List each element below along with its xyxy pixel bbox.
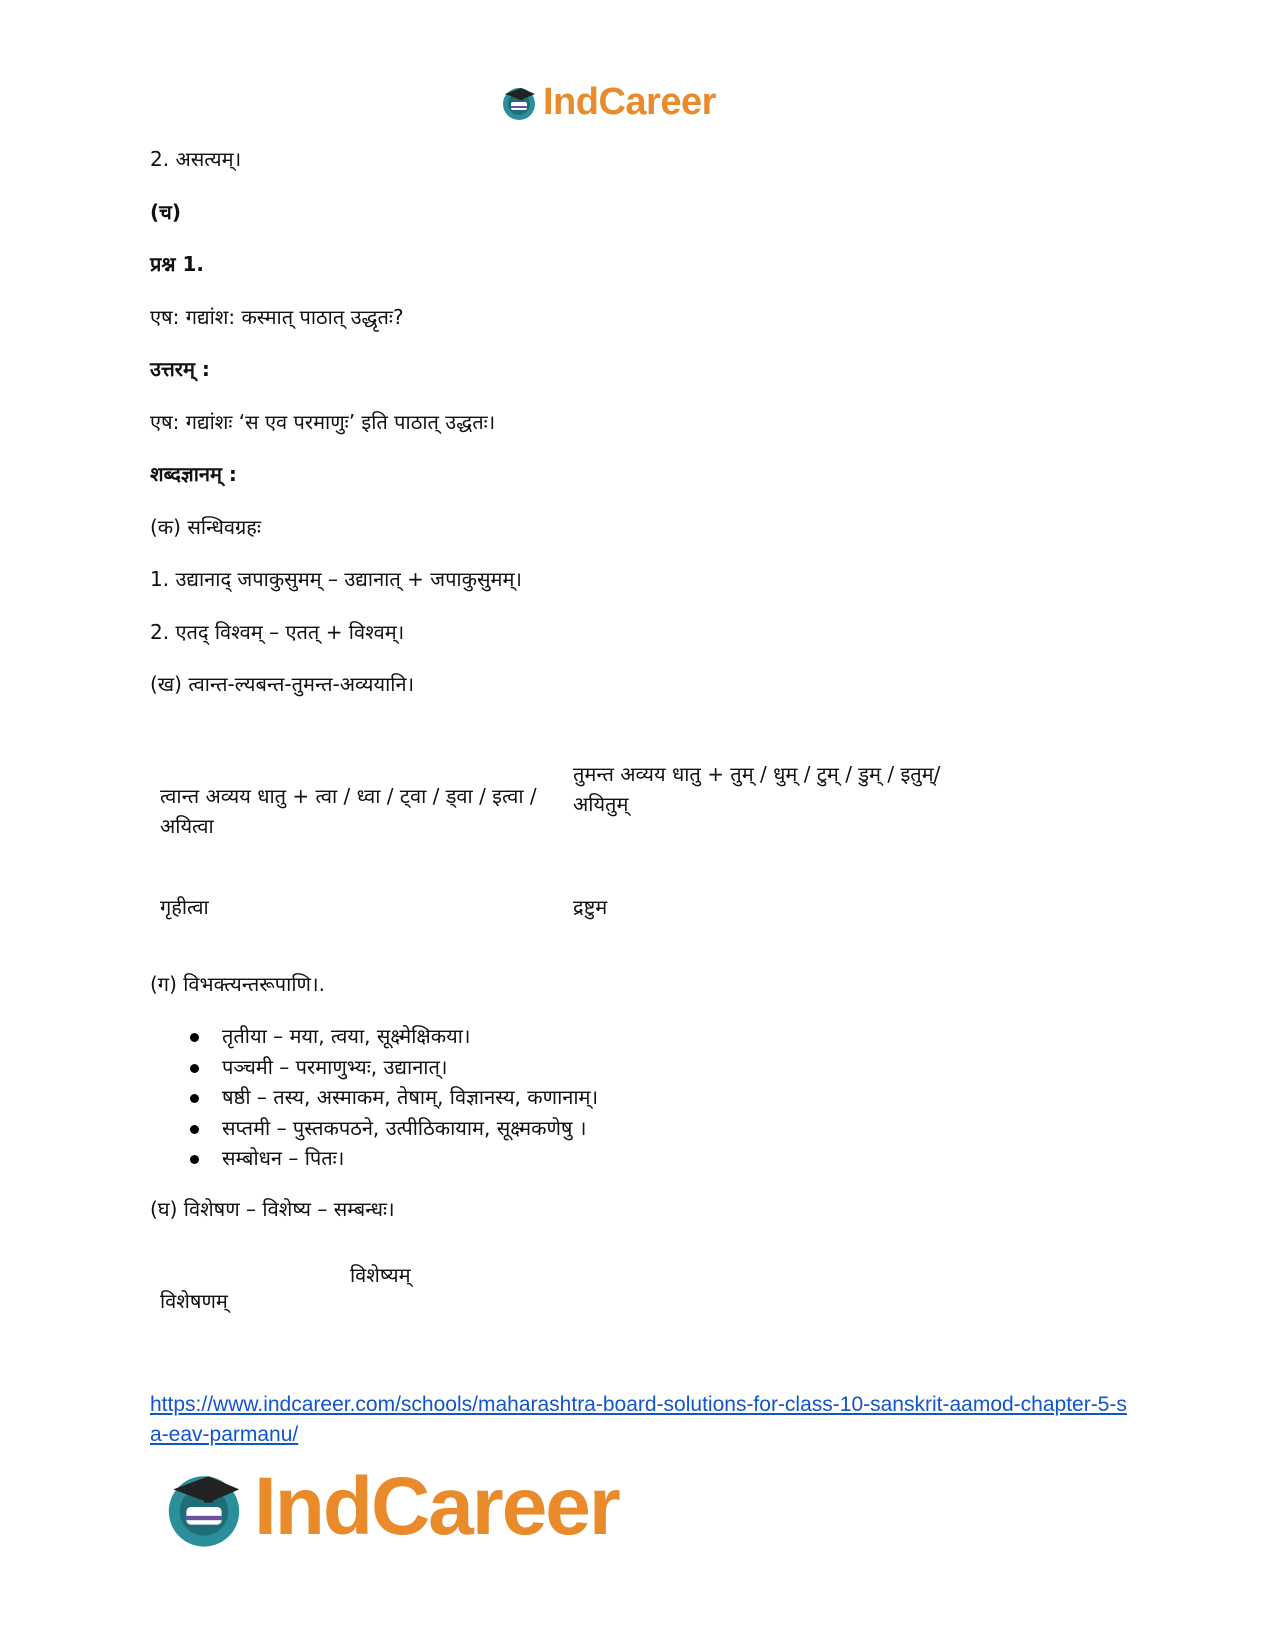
vibhakti-list <box>150 1021 598 1174</box>
question-text: एष: गद्यांश: कस्मात् पाठात् उद्धृतः? <box>150 305 404 329</box>
list-item: सम्बोधन – पितः। <box>150 1143 598 1174</box>
bullet-icon <box>190 1125 199 1134</box>
avyaya-heading: (ख) त्वान्त-ल्यबन्त-तुमन्त-अव्ययानि। <box>150 672 415 696</box>
answer-label: उत्तरम् : <box>150 357 210 381</box>
indcareer-logo-top <box>499 78 716 126</box>
list-item: षष्ठी – तस्य, अस्माकम, तेषाम्, विज्ञानस्य, कणानाम्। <box>150 1082 598 1113</box>
logo-text: IndCareer <box>543 80 716 123</box>
visheshan-heading: (घ) विशेषण – विशेष्य – सम्बन्धः। <box>150 1197 395 1221</box>
question-label: प्रश्न 1. <box>150 252 204 276</box>
sandhi-item-1: 1. उद्यानाद् जपाकुसुमम् – उद्यानात् + जपाकुसुमम्। <box>150 567 522 591</box>
graduation-cap-globe-icon <box>499 82 539 122</box>
table-header-visheshya: विशेष्यम् <box>350 1263 411 1287</box>
sandhi-heading: (क) सन्धिवग्रहः <box>150 515 261 539</box>
table-cell-tvanta: गृहीत्वा <box>160 895 209 919</box>
list-item: पञ्चमी – परमाणुभ्यः, उद्यानात्। <box>150 1052 598 1083</box>
section-label: (च) <box>150 200 181 224</box>
table-cell-tumanta: द्रष्टुम <box>573 895 608 919</box>
table-header-tumanta: तुमन्त अव्यय धातु + तुम् / धुम् / टुम् / डुम् / इतुम्/अयितुम् <box>573 762 941 816</box>
answer-line: 2. असत्यम्। <box>150 147 242 171</box>
vibhakti-heading: (ग) विभक्त्यन्तरूपाणि।. <box>150 972 325 996</box>
bullet-icon <box>190 1033 199 1042</box>
sandhi-item-2: 2. एतद् विश्वम् – एतत् + विश्वम्। <box>150 620 405 644</box>
answer-text: एष: गद्यांशः ‘स एव परमाणुः’ इति पाठात् उद्धतः। <box>150 410 496 434</box>
graduation-cap-globe-icon <box>160 1463 248 1551</box>
source-link[interactable]: https://www.indcareer.com/schools/maharashtra-board-solutions-for-class-10-sanskrit-aamod-chapter-5-sa-eav-parmanu/ <box>150 1393 1127 1446</box>
list-item: सप्तमी – पुस्तकपठने, उत्पीठिकायाम, सूक्ष्मकणेषु । <box>150 1113 598 1144</box>
bullet-icon <box>190 1155 199 1164</box>
bullet-icon <box>190 1094 199 1103</box>
table-header-visheshan: विशेषणम् <box>160 1289 228 1313</box>
logo-text: IndCareer <box>254 1461 619 1552</box>
vocabulary-heading: शब्दज्ञानम् : <box>150 462 237 486</box>
table-header-tvanta: त्वान्त अव्यय धातु + त्वा / ध्वा / ट्वा / ड्वा / इत्वा /अयित्वा <box>160 784 537 838</box>
list-item: तृतीया – मया, त्वया, सूक्ष्मेक्षिकया। <box>150 1021 598 1052</box>
bullet-icon <box>190 1064 199 1073</box>
indcareer-logo-bottom <box>160 1462 619 1552</box>
